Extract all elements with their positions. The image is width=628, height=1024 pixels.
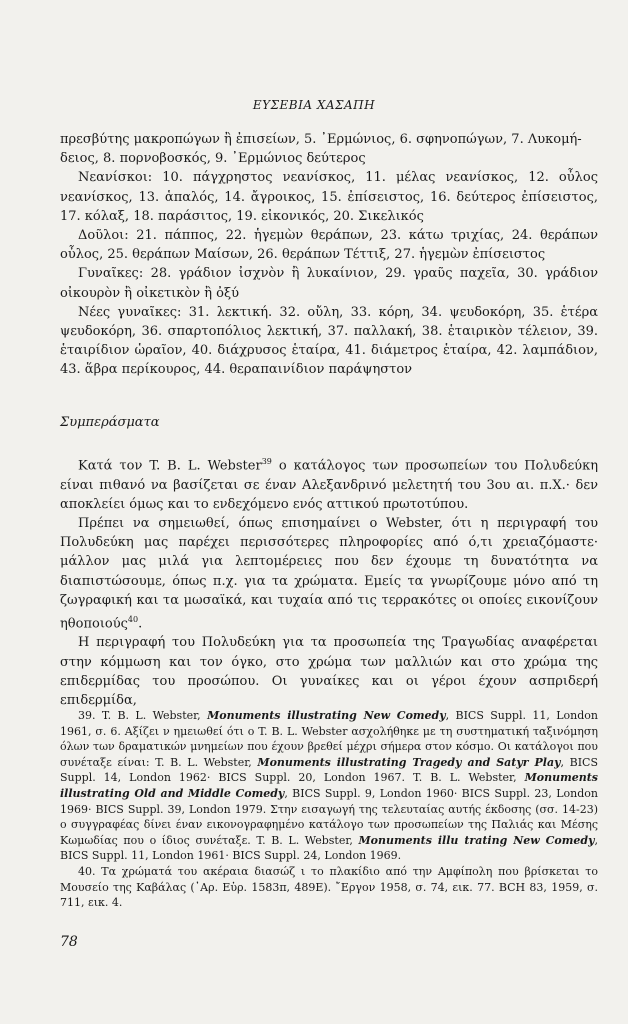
fn39-title-2: Monuments illustrating Tragedy and Satyr Play xyxy=(257,755,561,769)
paragraph-1 xyxy=(60,452,598,514)
list-neaniskoi: Νεανίσκοι: 10. πάγχρηστος νεανίσκος, 11. μέλας νεανίσκος, 12. οὖλος νεανίσκος, 13. ἁπαλός, 14. ἄγροικος, 15. ἐπίσειστος, 16. δεύτερος ἐπίσειστος, 17. κόλαξ, 18. παράσιτος, 19. εἰκονικός, 20. Σικελικός xyxy=(60,170,598,224)
footnote-ref-40[interactable]: 40 xyxy=(127,614,139,624)
p1-text-b: ο κατάλογος των προσωπείων του Πολυδεύκη είναι πιθανό να βασίζεται σε έναν Αλεξανδρινό μελετητή του 3ου αι. π.Χ.· δεν αποκλείει όμως και το ενδεχόμενο ενός αττικού πρωτοτύπου. xyxy=(60,458,598,512)
list-line-1: πρεσβύτης μακροπώγων ἢ ἐπισείων, 5. ᾿Ερμώνιος, 6. σφηνοπώγων, 7. Λυκομή- xyxy=(60,132,582,147)
p1-text-a: Κατά τον T. B. L. Webster xyxy=(78,458,262,474)
fn39-text-a: 39. T. B. L. Webster, xyxy=(78,709,208,722)
fn39-title-4: Monuments illu trating New Comedy xyxy=(358,833,595,847)
list-gynaikes: Γυναῖκες: 28. γράδιον ἰσχνὸν ἢ λυκαίνιον, 29. γραῦς παχεῖα, 30. γράδιον οἰκουρὸν ἢ οἰκετικὸν ἢ ὀξύ xyxy=(60,266,598,301)
footnote-ref-39[interactable]: 39 xyxy=(261,457,272,466)
section-heading: Συμπεράσματα xyxy=(60,415,160,430)
body-text xyxy=(60,452,598,710)
footnote-40: 40. Τα χρώματά του ακέραια διασώζ ι το πλακίδιο από την Αμφίπολη που βρίσκεται το Μουσείο της Καβάλας (᾿Αρ. Εὑρ. 1583π, 489E). ῎Εργον 1958, σ. 74, εικ. 77. BCH 83, 1959, σ. 711, εικ. 4. xyxy=(60,864,598,910)
p2-text-b: . xyxy=(138,616,143,632)
mask-catalogue-list xyxy=(60,130,598,380)
fn39-text-d: , BICS Suppl. 9, London 1960· BICS Suppl. 23, London 1969· BICS Suppl. 39, London 1979. Στην εισαγωγή της τελευταίας αυτής έκδοσης (σσ. 14-23) ο συγγραφέας δίνει έναν εικονογραφημένο κατάλογο των προσωπείων της Παλιάς και Μέσης Κωμωδίας που ο ίδιος συνέταξε. T. B. L. Webster, xyxy=(60,786,598,847)
fn39-text-e: , BICS Suppl. 11, London 1961· BICS Suppl. 24, London 1969. xyxy=(60,833,598,863)
fn39-title-1: Monuments illustrating New Comedy xyxy=(207,709,446,722)
footnote-39 xyxy=(60,708,598,864)
list-line-2: δειος, 8. πορνοβοσκός, 9. ᾿Ερμώνιος δεύτερος xyxy=(60,151,366,167)
p2-text-a: Πρέπει να σημειωθεί, όπως επισημαίνει ο Webster, ότι η περιγραφή του Πολυδεύκη μας παρέχει περισσότερες πληροφορίες από ό,τι χρειαζόμαστε· μάλλον μας μιλά για λεπτομέρειες που δεν έχουμε τη δυνατότητα να διαπιστώσουμε, όπως π.χ. για τα χρώματα. Εμείς τα γνωρίζουμε μόνο από τη ζωγραφική και τα μωσαϊκά, και τυχαία από τις τερρακότες οι οποίες εικονίζουν ηθοποιούς xyxy=(60,515,598,632)
paragraph-3: Η περιγραφή του Πολυδεύκη για τα προσωπεία της Τραγωδίας αναφέρεται στην κόμμωση και τον όγκο, στο χρώμα των μαλλιών και στο χρώμα της επιδερμίδας του προσώπου. Οι γυναίκες και οι γέροι έχουν ασπριδερή επιδερμίδα, xyxy=(60,635,598,709)
footnotes xyxy=(60,708,598,911)
list-douloi: Δοῦλοι: 21. πάππος, 22. ἡγεμὼν θεράπων, 23. κάτω τριχίας, 24. θεράπων οὖλος, 25. θεράπων Μαίσων, 26. θεράπων Τέττιξ, 27. ἡγεμὼν ἐπίσειστος xyxy=(60,228,598,263)
list-neai-gynaikes: Νέες γυναῖκες: 31. λεκτική. 32. οὔλη, 33. κόρη, 34. ψευδοκόρη, 35. ἑτέρα ψευδοκόρη, 36. σπαρτοπόλιος λεκτική, 37. παλλακή, 38. ἑταιρικὸν τέλειον, 39. ἑταιρίδιον ὡραῖον, 40. διάχρυσος ἑταίρα, 41. διάμετρος ἑταίρα, 42. λαμπάδιον, 43. ἅβρα περίκουρος, 44. θεραπαινίδιον παράψηστον xyxy=(60,304,598,378)
page-number: 78 xyxy=(60,934,78,950)
fn39-text-b: , BICS Suppl. 11, London 1961, σ. 6. Αξίζει ν ημειωθεί ότι ο T. B. L. Webster ασχολήθηκε με τη συστηματική ταξινόμηση όλων των δραματικών μνημείων που έχουν βρεθεί μέχρι σήμερα στον κόσμο. Οι κατάλογοι που συνέταξε είναι: T. B. L. Webster, xyxy=(60,709,598,769)
running-header: ΕΥΣΕΒΙΑ ΧΑΣΑΠΗ xyxy=(252,98,376,112)
fn39-title-3: Monuments illustrating Old and Middle Comedy xyxy=(60,771,598,800)
paragraph-2 xyxy=(60,514,598,634)
fn39-text-c: , BICS Suppl. 14, London 1962· BICS Suppl. 20, London 1967. T. B. L. Webster, xyxy=(60,755,598,785)
